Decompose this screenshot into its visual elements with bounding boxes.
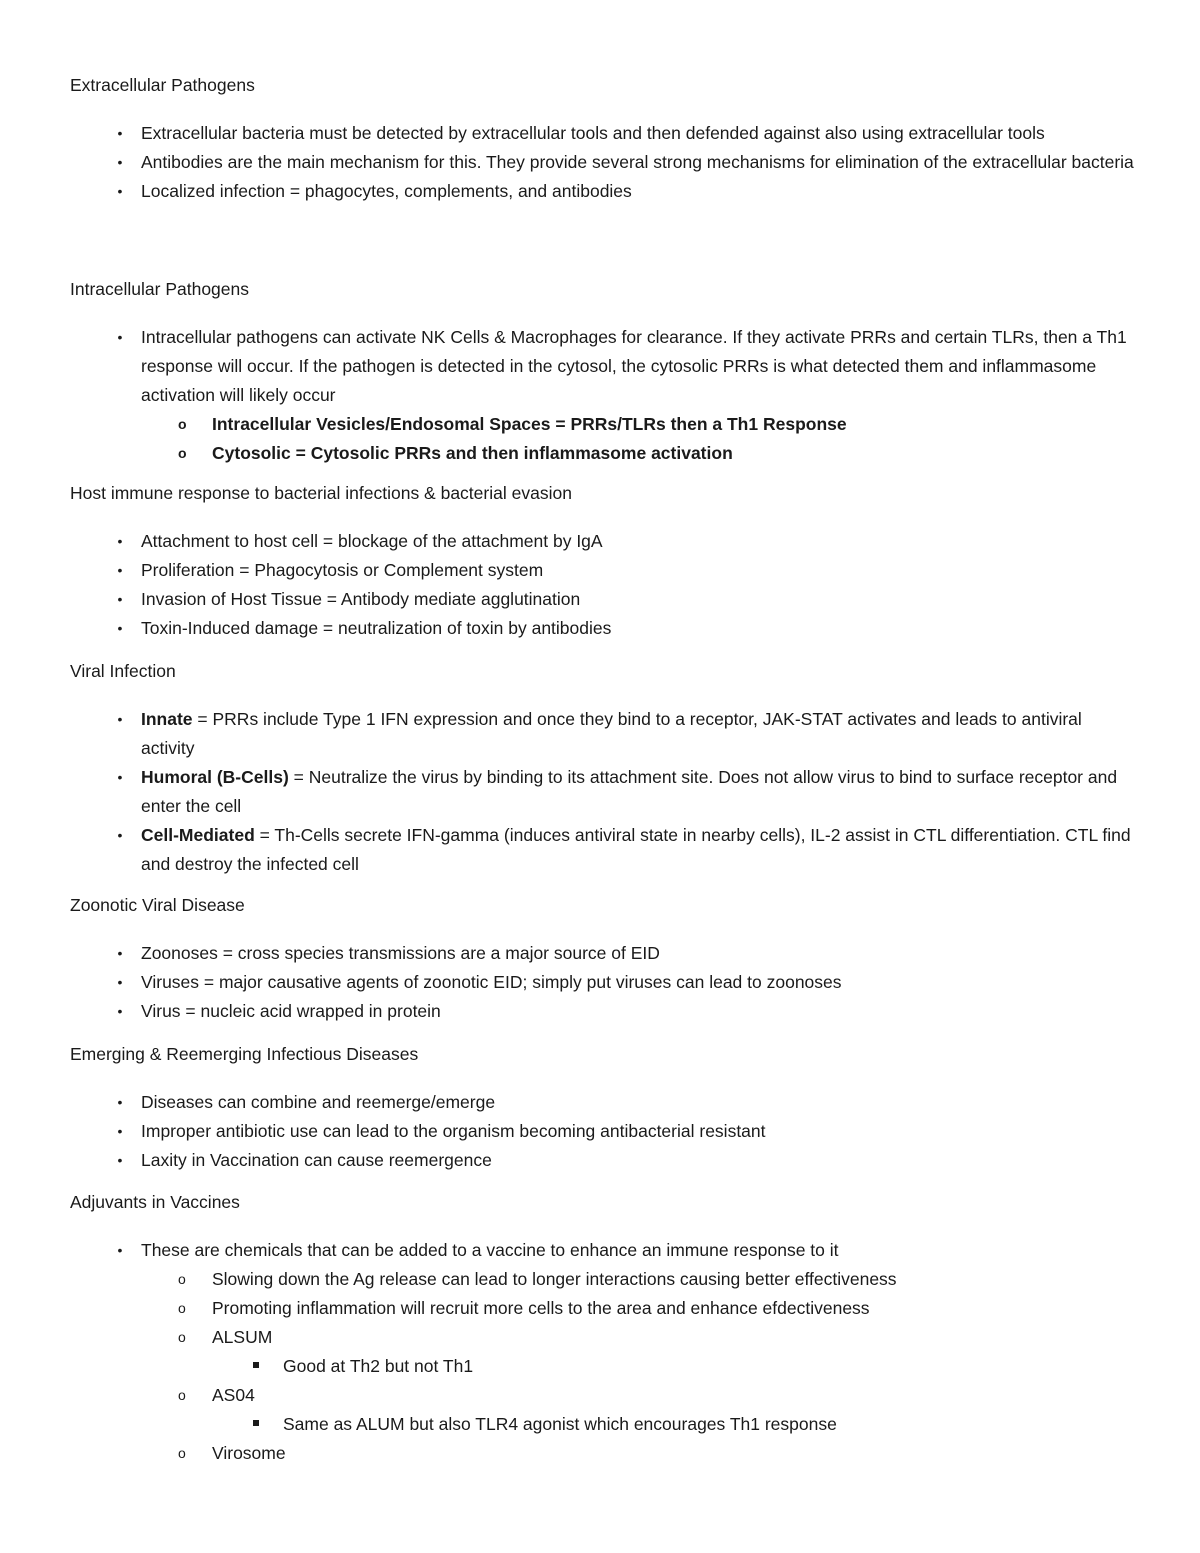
bullet-icon: • (117, 945, 123, 961)
circle-bullet-icon: o (178, 1387, 186, 1403)
list-item: • Intracellular pathogens can activate NK Cells & Macrophages for clearance. If they activate PRRs and certain TLRs, then a Th1 response will occur. If the pathogen is detected in the cytosol, the cytosolic PRRs is what detected them and inflammasome activation will likely occur (70, 323, 1140, 410)
bullet-icon: • (117, 769, 123, 785)
section-intracellular (70, 278, 1140, 468)
list-item: • Laxity in Vaccination can cause reemergence (70, 1146, 1140, 1175)
list-item: • Humoral (B-Cells) = Neutralize the virus by binding to its attachment site. Does not allow virus to bind to surface receptor and enter the cell (70, 763, 1140, 821)
list-item: • Diseases can combine and reemerge/emerge (70, 1088, 1140, 1117)
list-item: • Viruses = major causative agents of zoonotic EID; simply put viruses can lead to zoonoses (70, 968, 1140, 997)
circle-bullet-icon: o (178, 1445, 186, 1461)
bullet-icon: • (117, 827, 123, 843)
list-item: • Improper antibiotic use can lead to the organism becoming antibacterial resistant (70, 1117, 1140, 1146)
circle-bullet-icon: o (178, 1300, 186, 1316)
section-heading: Viral Infection (70, 661, 176, 681)
list-item: • Antibodies are the main mechanism for this. They provide several strong mechanisms for elimination of the extracellular bacteria (70, 148, 1140, 177)
list-item: • Toxin-Induced damage = neutralization of toxin by antibodies (70, 614, 1140, 643)
bullet-icon: • (117, 620, 123, 636)
circle-bullet-icon: o (178, 1329, 186, 1345)
bullet-list (70, 119, 1140, 206)
list-item: • Cell-Mediated = Th-Cells secrete IFN-gamma (induces antiviral state in nearby cells), IL-2 assist in CTL differentiation. CTL find and destroy the infected cell (70, 821, 1140, 879)
section-emerging-diseases (70, 1043, 1140, 1175)
section-adjuvants (70, 1191, 1140, 1468)
list-item: • Invasion of Host Tissue = Antibody mediate agglutination (70, 585, 1140, 614)
bullet-icon: • (117, 1152, 123, 1168)
section-heading: Extracellular Pathogens (70, 75, 255, 95)
circle-bullet-icon: o (178, 445, 187, 461)
sub-list-item: o AS04 (70, 1381, 1140, 1410)
section-heading: Intracellular Pathogens (70, 279, 249, 299)
bullet-icon: • (117, 154, 123, 170)
sub-list-item: o ALSUM (70, 1323, 1140, 1352)
bullet-icon: • (117, 1094, 123, 1110)
bullet-icon: • (117, 125, 123, 141)
list-item: • Zoonoses = cross species transmissions are a major source of EID (70, 939, 1140, 968)
sub-list-item: o Slowing down the Ag release can lead to longer interactions causing better effectiveness (70, 1265, 1140, 1294)
square-bullet-icon (253, 1362, 259, 1368)
list-item: • Innate = PRRs include Type 1 IFN expression and once they bind to a receptor, JAK-STAT activates and leads to antiviral activity (70, 705, 1140, 763)
section-heading: Host immune response to bacterial infections & bacterial evasion (70, 483, 572, 503)
list-item: • These are chemicals that can be added to a vaccine to enhance an immune response to it (70, 1236, 1140, 1265)
bullet-icon: • (117, 329, 123, 345)
bullet-list (70, 1236, 1140, 1468)
bullet-icon: • (117, 974, 123, 990)
section-heading: Zoonotic Viral Disease (70, 895, 245, 915)
section-extracellular (70, 74, 1140, 206)
sub-sub-list-item: Good at Th2 but not Th1 (70, 1352, 1140, 1381)
list-item: • Attachment to host cell = blockage of the attachment by IgA (70, 527, 1140, 556)
section-heading: Emerging & Reemerging Infectious Diseases (70, 1044, 419, 1064)
list-item: • Virus = nucleic acid wrapped in protein (70, 997, 1140, 1026)
sub-list-item: o Intracellular Vesicles/Endosomal Spaces = PRRs/TLRs then a Th1 Response (70, 410, 1140, 439)
sub-list-item: o Promoting inflammation will recruit more cells to the area and enhance efdectiveness (70, 1294, 1140, 1323)
bullet-list (70, 1088, 1140, 1175)
square-bullet-icon (253, 1420, 259, 1426)
bullet-icon: • (117, 711, 123, 727)
bullet-icon: • (117, 1242, 123, 1258)
bullet-list (70, 527, 1140, 643)
bullet-list (70, 705, 1140, 879)
sub-list-item: o Virosome (70, 1439, 1140, 1468)
bullet-list (70, 323, 1140, 468)
bullet-list (70, 939, 1140, 1026)
list-item: • Localized infection = phagocytes, complements, and antibodies (70, 177, 1140, 206)
list-item: • Proliferation = Phagocytosis or Complement system (70, 556, 1140, 585)
section-viral-infection (70, 660, 1140, 879)
bullet-icon: • (117, 591, 123, 607)
circle-bullet-icon: o (178, 1271, 186, 1287)
list-item: • Extracellular bacteria must be detected by extracellular tools and then defended against also using extracellular tools (70, 119, 1140, 148)
bullet-icon: • (117, 562, 123, 578)
section-heading: Adjuvants in Vaccines (70, 1192, 240, 1212)
bullet-icon: • (117, 1123, 123, 1139)
bullet-icon: • (117, 183, 123, 199)
section-host-immune-response (70, 482, 1140, 643)
sub-sub-list-item: Same as ALUM but also TLR4 agonist which encourages Th1 response (70, 1410, 1140, 1439)
sub-list-item: o Cytosolic = Cytosolic PRRs and then inflammasome activation (70, 439, 1140, 468)
bullet-icon: • (117, 533, 123, 549)
bullet-icon: • (117, 1003, 123, 1019)
circle-bullet-icon: o (178, 416, 187, 432)
section-zoonotic (70, 894, 1140, 1026)
